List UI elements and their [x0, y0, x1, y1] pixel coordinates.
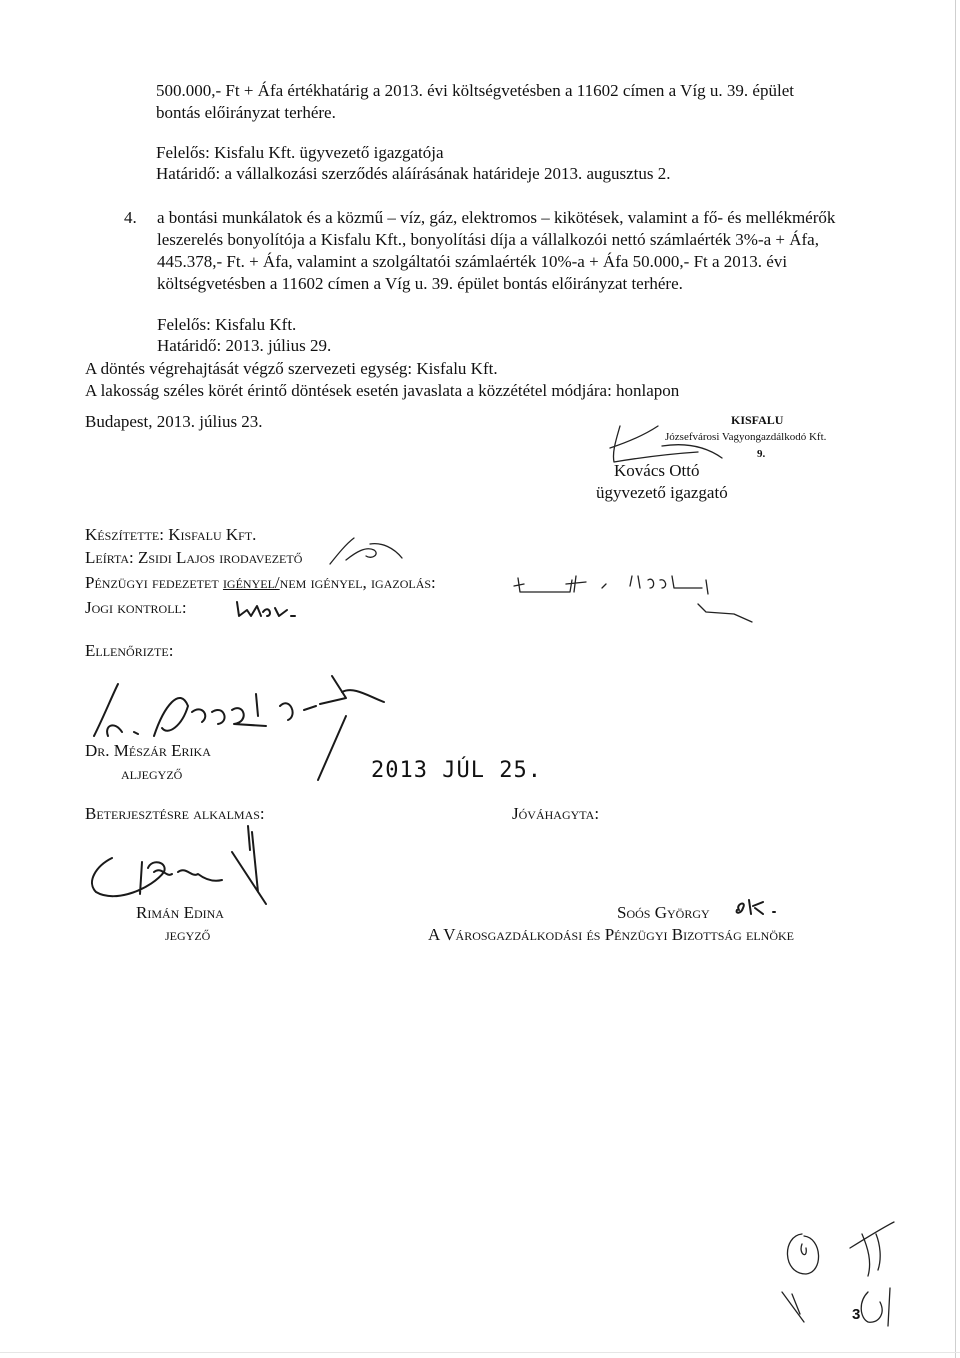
place-date: Budapest, 2013. július 23.	[85, 412, 263, 431]
execution-unit: A döntés végrehajtását végző szervezeti egység: Kisfalu Kft.	[85, 359, 498, 378]
finance-suffix: nem igényel, igazolás:	[279, 573, 436, 592]
right-signer-name: Soós György	[617, 903, 710, 922]
legal-control-signature	[233, 594, 313, 627]
written-by: Leírta: Zsidi Lajos irodavezető	[85, 548, 303, 567]
finance-coverage	[85, 572, 436, 593]
approved-label: Jóváhagyta:	[512, 804, 600, 823]
signer-title: ügyvezető igazgató	[596, 483, 728, 502]
stamp-line-3: 9.	[757, 448, 766, 460]
page-number: 3	[852, 1306, 861, 1323]
chair-initials	[733, 894, 793, 923]
right-signer-title: A Városgazdálkodási és Pénzügyi Bizottság elnöke	[428, 925, 794, 944]
intro-responsible: Felelős: Kisfalu Kft. ügyvezető igazgatója	[156, 143, 444, 162]
signer-name: Kovács Ottó	[614, 461, 700, 480]
item-number: 4.	[124, 208, 137, 227]
item4-line-2: leszerelés bonyolítója a Kisfalu Kft., bonyolítási díja a vállalkozói nettó számlaérték 3%-a + Áfa,	[157, 230, 819, 249]
left-signer-name: Rimán Edina	[136, 903, 224, 922]
item4-deadline: Határidő: 2013. július 29.	[157, 336, 332, 355]
scan-bottom-line	[0, 1352, 960, 1353]
prepared-by: Készítette: Kisfalu Kft.	[85, 525, 257, 544]
intro-line-2: bontás előirányzat terhére.	[156, 103, 336, 122]
checker-title: aljegyző	[121, 764, 183, 783]
page-initials	[776, 1218, 906, 1343]
stamp-line-1: KISFALU	[731, 413, 784, 427]
finance-signature	[510, 566, 790, 641]
writer-initials	[326, 530, 406, 575]
item4-line-3: 445.378,- Ft. + Áfa, valamint a szolgáltatói számlaérték 10%-a + Áfa 50.000,- Ft a 2013. évi	[157, 252, 788, 271]
left-signer-title: jegyző	[165, 925, 211, 944]
intro-line-1: 500.000,- Ft + Áfa értékhatárig a 2013. évi költségvetésben a 11602 címen a Víg u. 39. épület	[156, 81, 794, 100]
date-stamp: 2013 JÚL 25.	[371, 758, 542, 783]
submit-label: Beterjesztésre alkalmas:	[85, 804, 265, 823]
intro-deadline: Határidő: a vállalkozási szerződés aláírásának határideje 2013. augusztus 2.	[156, 164, 671, 183]
scan-edge-line	[955, 0, 956, 1358]
publication-method: A lakosság széles körét érintő döntések esetén javaslata a közzététel módjára: honlapon	[85, 381, 680, 400]
finance-prefix: Pénzügyi fedezetet	[85, 573, 223, 592]
item4-responsible: Felelős: Kisfalu Kft.	[157, 315, 297, 334]
legal-control: Jogi kontroll:	[85, 598, 187, 617]
finance-igenyel: igényel/	[222, 573, 280, 592]
item4-line-4: költségvetésben a 11602 címen a Víg u. 39. épület bontás előirányzat terhére.	[157, 274, 683, 293]
item4-line-1: a bontási munkálatok és a közmű – víz, gáz, elektromos – kikötések, valamint a fő- és mellékmérők	[157, 208, 836, 227]
checker-name: Dr. Mészár Erika	[85, 741, 211, 760]
checked-label: Ellenőrizte:	[85, 641, 174, 660]
stamp-line-2: Józsefvárosi Vagyongazdálkodó Kft.	[665, 431, 827, 443]
